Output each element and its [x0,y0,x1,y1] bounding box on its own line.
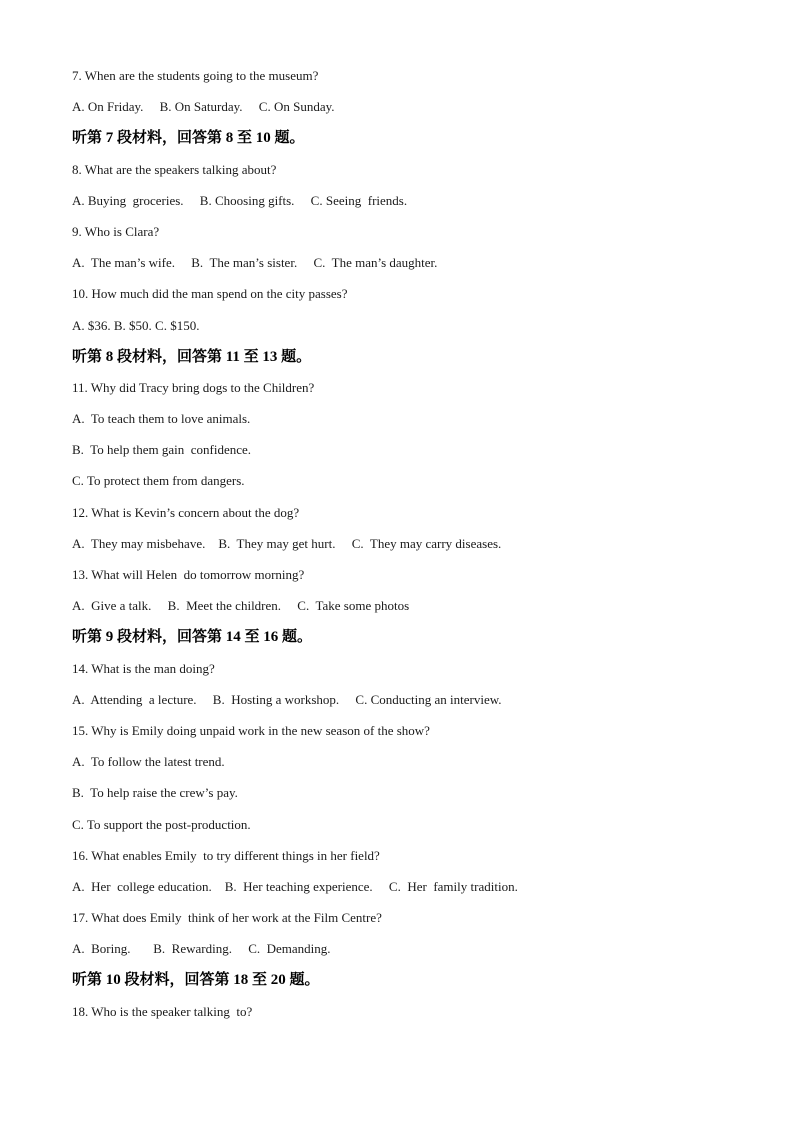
question-10: 10. How much did the man spend on the city passes? [72,286,348,302]
question-13-options: A. Give a talk. B. Meet the children. C. Take some photos [72,598,410,614]
question-11-option-a: A. To teach them to love animals. [72,411,251,427]
exam-content [72,66,732,1033]
question-17-options: A. Boring. B. Rewarding. C. Demanding. [72,941,331,957]
question-7: 7. When are the students going to the museum? [72,68,319,83]
question-11: 11. Why did Tracy bring dogs to the Children? [72,379,315,395]
question-13: 13. What will Helen do tomorrow morning? [72,567,305,582]
section-heading-10: 听第 10 段材料，回答第 18 至 20 题。 [72,972,320,989]
question-9: 9. Who is Clara? [72,223,160,239]
question-10-options: A. $36. B. $50. C. $150. [72,317,200,333]
section-heading-8: 听第 8 段材料，回答第 11 至 13 题。 [72,348,312,365]
question-11-option-c: C. To protect them from dangers. [72,473,245,489]
question-14-options: A. Attending a lecture. B. Hosting a workshop. C. Conducting an interview. [72,691,502,707]
question-16: 16. What enables Emily to try different things in her field? [72,847,380,863]
question-15: 15. Why is Emily doing unpaid work in the new season of the show? [72,722,430,738]
section-heading-7: 听第 7 段材料，回答第 8 至 10 题。 [72,130,305,147]
question-8-options: A. Buying groceries. B. Choosing gifts. C. Seeing friends. [72,192,408,208]
question-18: 18. Who is the speaker talking to? [72,1003,253,1019]
question-16-options: A. Her college education. B. Her teaching experience. C. Her family tradition. [72,878,518,894]
question-15-option-a: A. To follow the latest trend. [72,754,225,770]
question-12-options: A. They may misbehave. B. They may get hurt. C. They may carry diseases. [72,535,502,551]
question-8: 8. What are the speakers talking about? [72,161,277,177]
question-15-option-b: B. To help raise the crew’s pay. [72,785,238,801]
question-11-option-b: B. To help them gain confidence. [72,442,251,458]
question-9-options: A. The man’s wife. B. The man’s sister. C. The man’s daughter. [72,255,438,271]
question-14: 14. What is the man doing? [72,660,215,676]
section-heading-9: 听第 9 段材料，回答第 14 至 16 题。 [72,629,313,646]
question-15-option-c: C. To support the post-production. [72,816,251,832]
question-7-options: A. On Friday. B. On Saturday. C. On Sunday. [72,99,335,115]
question-12: 12. What is Kevin’s concern about the dog? [72,504,300,520]
question-17: 17. What does Emily think of her work at the Film Centre? [72,910,382,926]
